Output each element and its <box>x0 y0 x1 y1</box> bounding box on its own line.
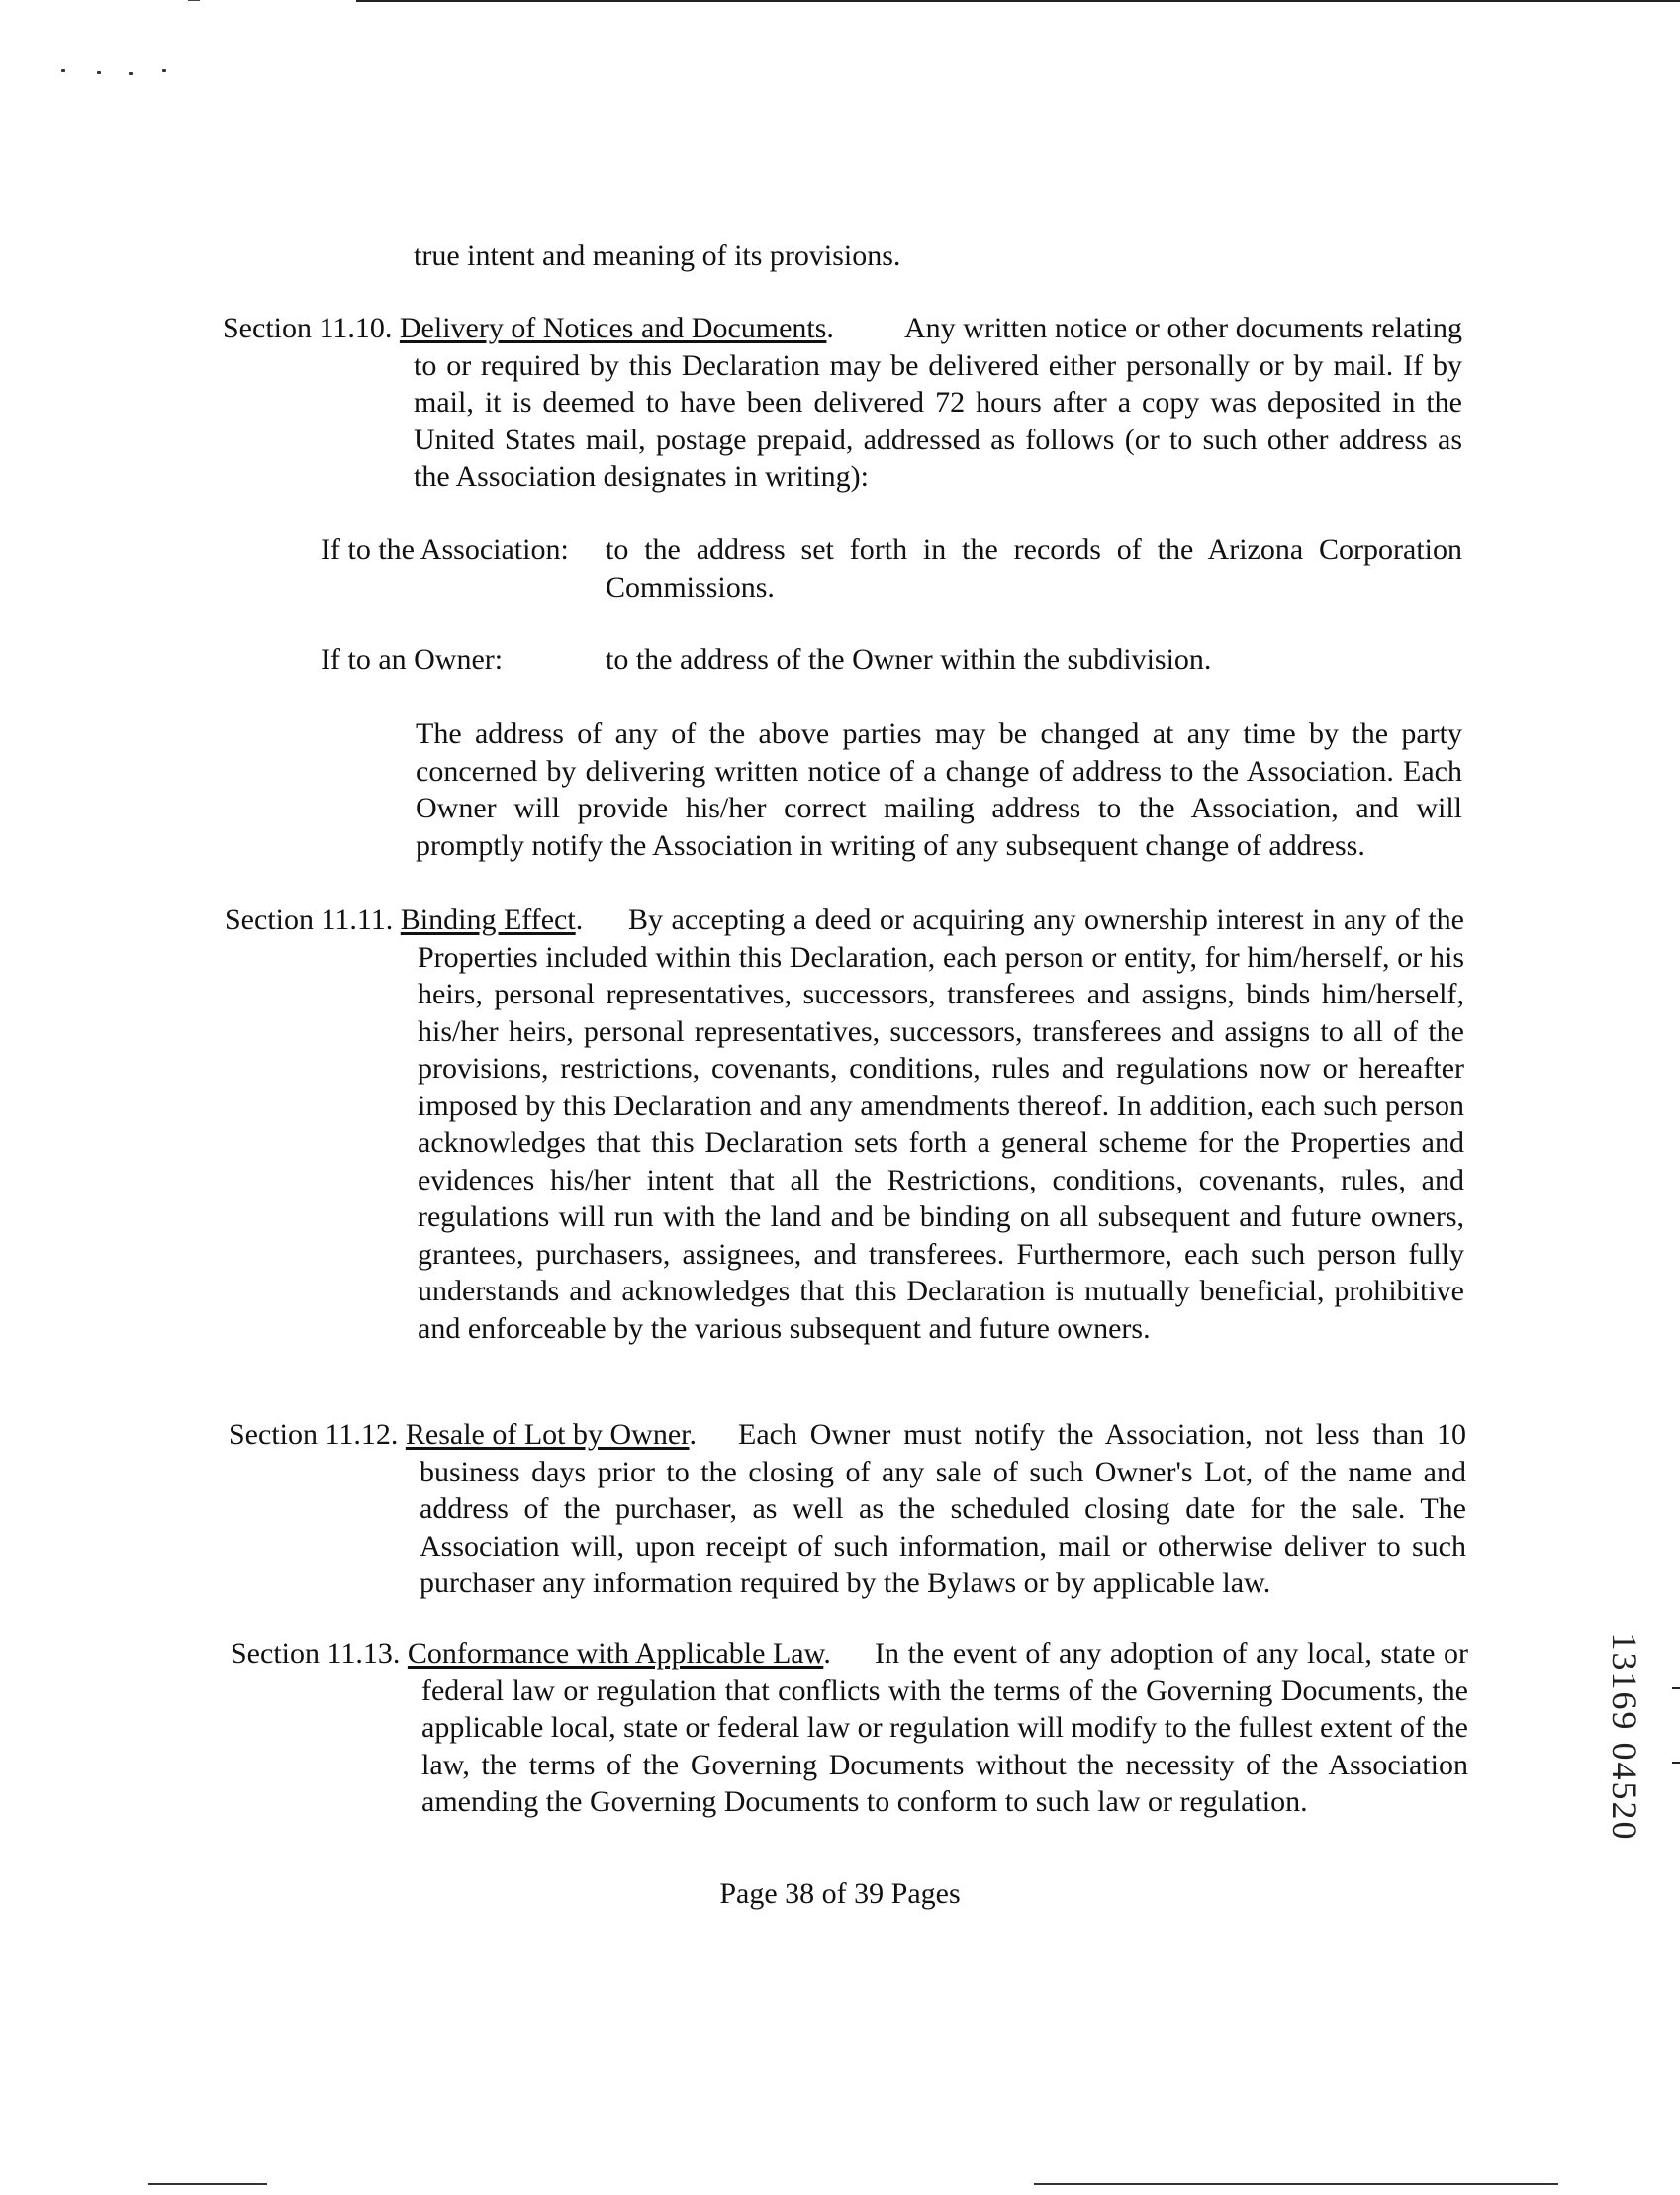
section-11-10-body: Any written notice or other documents relating to or required by this Declaration may be delivered either personally or by mail. If by mail, it is deemed to have been delivered 72 hours after a copy was deposited in the United States mail, postage prepaid, addressed as follows (or to such other address as the Association designates in writing): <box>414 312 1462 493</box>
section-title: Resale of Lot by Owner <box>405 1418 690 1451</box>
scan-top-border <box>356 0 1680 2</box>
scan-bottom-border <box>148 2183 267 2185</box>
recording-number: 13169 04520 <box>1605 1632 1644 1842</box>
scan-corner-specks <box>61 67 180 87</box>
section-11-12-body: Each Owner must notify the Association, not less than 10 business days prior to the closing of any sale of such Owner's Lot, of the name and address of the purchaser, as well as the scheduled closing date for the sale. The Association will, upon receipt of such information, mail or otherwise deliver to such purchaser any information required by the Bylaws or by applicable law. <box>420 1418 1466 1599</box>
margin-tick <box>1672 1762 1680 1764</box>
scan-bottom-border <box>1034 2183 1558 2185</box>
recipient-owner-address: to the address of the Owner within the subdivision. <box>606 643 1212 676</box>
section-number: Section 11.11. <box>225 904 394 936</box>
section-11-13-heading: Section 11.13. Conformance with Applicable Law. <box>231 1637 831 1670</box>
margin-tick <box>1672 1687 1680 1689</box>
section-11-13-body: In the event of any adoption of any local, state or federal law or regulation that conflicts with the terms of the Governing Documents, the applicable local, state or federal law or regulation will modify to the fullest extent of the law, the terms of the Governing Documents without the necessity of the Association amending the Governing Documents to conform to such law or regulation. <box>421 1637 1468 1818</box>
section-11-12-heading: Section 11.12. Resale of Lot by Owner. <box>229 1418 697 1451</box>
section-number: Section 11.13. <box>231 1637 401 1670</box>
section-number: Section 11.12. <box>229 1418 399 1451</box>
section-title: Conformance with Applicable Law <box>407 1637 824 1670</box>
section-11-10-heading: Section 11.10. Delivery of Notices and Documents. <box>223 312 834 344</box>
section-title: Binding Effect <box>400 904 576 936</box>
section-number: Section 11.10. <box>223 312 393 344</box>
recipient-owner-label: If to an Owner: <box>321 643 504 676</box>
section-title: Delivery of Notices and Documents <box>399 312 827 344</box>
section-11-11-heading: Section 11.11. Binding Effect. <box>225 904 584 936</box>
section-11-11-body: By accepting a deed or acquiring any ownership interest in any of the Properties included within this Declaration, each person or entity, for him/herself, or his heirs, personal representatives, successors, transferees and assigns, binds him/herself, his/her heirs, personal representatives, successors, transferees and assigns to all of the provisions, restrictions, covenants, conditions, rules and regulations now or hereafter imposed by this Declaration and any amendments thereof. In addition, each such person acknowledges that this Declaration sets forth a general scheme for the Properties and evidences his/her intent that all the Restrictions, conditions, covenants, rules, and regulations will run with the land and be binding on all subsequent and future owners, grantees, purchasers, assignees, and transferees. Furthermore, each such person fully understands and acknowledges that this Declaration is mutually beneficial, prohibitive and enforceable by the various subsequent and future owners. <box>418 904 1464 1345</box>
recipient-association-label: If to the Association: <box>321 533 569 566</box>
recording-stamp <box>1605 1603 1644 1870</box>
scan-top-mark <box>188 0 200 1</box>
recipient-association-address: to the address set forth in the records of the Arizona Corporation Commissions. <box>606 533 1462 604</box>
page-number: Page 38 of 39 Pages <box>719 1877 961 1910</box>
intro-line: true intent and meaning of its provisions. <box>414 239 901 272</box>
address-change-paragraph: The address of any of the above parties may be changed at any time by the party concerned by delivering written notice of a change of address to the Association. Each Owner will provide his/her correct mailing address to the Association, and will promptly notify the Association in writing of any subsequent change of address. <box>416 717 1462 862</box>
